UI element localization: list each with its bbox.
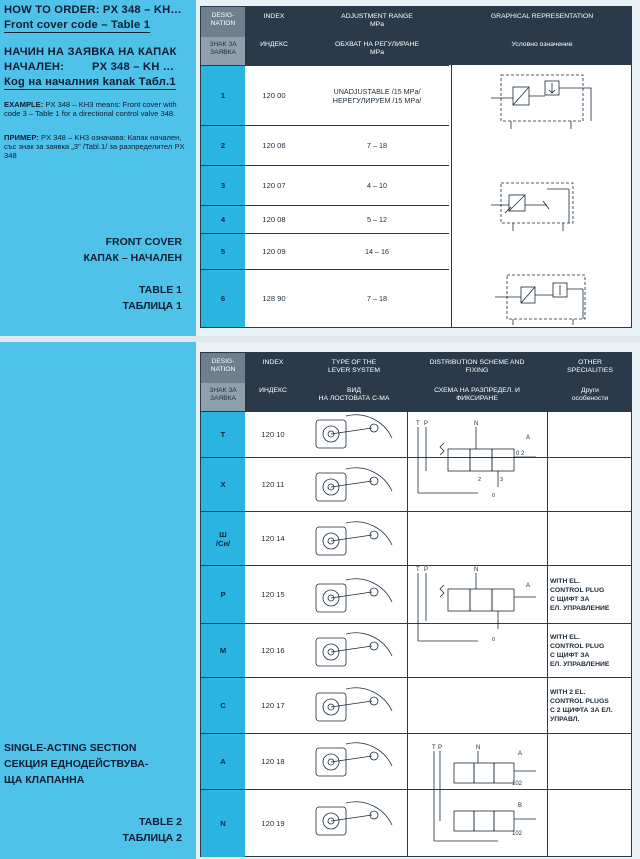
index-cell: 128 90 [262, 294, 286, 303]
front-cover-code-line: Front cover code – Table 1 [4, 19, 151, 31]
index-cell: 120 08 [262, 215, 286, 224]
table1-row [201, 269, 449, 327]
other-specialities-cell: WITH 2 EL. CONTROL PLUGS С 2 ЩИФТА ЗА ЕЛ. УПРАВЛ. [550, 688, 613, 723]
designation-cell: X [201, 458, 245, 511]
designation-cell: M [201, 624, 245, 677]
how-to-order-title: HOW TO ORDER: PX 348 – KH… [4, 4, 182, 16]
designation-cell: 3 [201, 166, 245, 205]
range-cell: 7 – 18 [367, 141, 387, 150]
header2-lever-bg: ВИД НА ЛОСТОВАТА С-МА [318, 387, 390, 402]
index-cell: 120 17 [261, 701, 285, 710]
scheme3-label-m102b: 102 [512, 831, 523, 837]
table2-scheme-column [408, 411, 546, 857]
table2-lever-column [302, 411, 406, 857]
table1-graph-column [451, 65, 633, 327]
lever-drawing [316, 522, 392, 555]
scheme-label-p2: 2 [478, 477, 482, 483]
table1-row [201, 125, 449, 165]
example-en [4, 100, 192, 118]
table2 [200, 352, 632, 857]
table1-header [201, 7, 631, 65]
scheme2-label-n: N [474, 567, 479, 573]
designation-cell: 4 [201, 206, 245, 233]
designation-cell: 1 [201, 66, 245, 125]
sidebar-order-info [0, 0, 196, 336]
section2-title-line1: SINGLE-ACTING SECTION [4, 742, 137, 754]
distribution-scheme-an [432, 745, 536, 841]
table1-row [201, 65, 449, 125]
section2-title [4, 740, 148, 788]
bg-order-label: НАЧАЛЕН: [4, 61, 65, 73]
sidebar-section2 [0, 342, 196, 859]
designation-cell: P [201, 566, 245, 623]
other-specialities-cell [547, 734, 633, 789]
scheme3-label-t: T [432, 745, 436, 751]
scheme2-label-p: P [424, 567, 429, 573]
table2-label [122, 814, 182, 846]
other-specialities-cell [547, 790, 633, 857]
scheme3-label-a: A [518, 751, 523, 757]
header2-desig-en: DESIG- NATION [210, 358, 236, 373]
scheme-label-p: P [424, 421, 429, 427]
table1-row [201, 233, 449, 269]
index-cell: 120 09 [262, 247, 286, 256]
scheme-label-o2: 0 2 [516, 451, 525, 457]
other-specialities-cell [547, 512, 633, 565]
designation-cell: T [201, 412, 245, 457]
relief-valve-symbol-pilot [495, 275, 585, 325]
bg-front-cover-code-line: Кog на началния kanak Табл.1 [4, 76, 176, 88]
section1-title [84, 234, 182, 266]
header-index-bg: ИНДЕКС [260, 41, 288, 48]
scheme-label-a: A [526, 435, 531, 441]
lever-drawing [316, 688, 392, 721]
index-cell: 120 10 [261, 430, 285, 439]
index-cell: 120 00 [262, 91, 286, 100]
other-specialities-cell [547, 458, 633, 511]
scheme3-label-m102: 102 [512, 781, 523, 787]
index-cell: 120 07 [262, 181, 286, 190]
header2-index-bg: ИНДЕКС [259, 387, 287, 394]
scheme2-label-zero: 0 [492, 637, 496, 643]
header-index-en: INDEX [263, 13, 285, 20]
table1 [200, 6, 632, 328]
designation-cell: 2 [201, 126, 245, 165]
table2-label-bg: ТАБЛИЦА 2 [122, 832, 182, 844]
table1-label-en: TABLE 1 [139, 284, 182, 296]
designation-cell: 6 [201, 270, 245, 327]
designation-cell: 5 [201, 234, 245, 269]
section2-title-line3: ЩА КЛАПАННА [4, 774, 85, 786]
distribution-scheme-pmc [416, 567, 536, 643]
table1-label-bg: ТАБЛИЦА 1 [122, 300, 182, 312]
index-cell: 120 19 [261, 819, 285, 828]
lever-drawing [316, 743, 392, 776]
scheme-label-t: T [416, 421, 420, 427]
header2-dist-bg: СХЕМА НА РАЗПРЕДЕЛ. И ФИКСИРАНЕ [434, 387, 520, 402]
table2-other-divider [547, 411, 548, 856]
section2-title-line2: СЕКЦИЯ ЕДНОДЕЙСТВУВА- [4, 758, 149, 770]
other-specialities-cell: WITH EL. CONTROL PLUG С ЩИФТ ЗА ЕЛ. УПРАВЛЕНИЕ [550, 633, 610, 668]
table2-header-designation [201, 353, 245, 411]
table1-row [201, 205, 449, 233]
header-graph-en: GRAPHICAL REPRESENTATION [490, 13, 594, 20]
scheme3-label-n: N [476, 745, 481, 751]
scheme3-label-p: P [438, 745, 443, 751]
example-bg-text: PX 348 – KH3 означава: Капак начален, със знак за заявка „3" /Tabl.1/ за разпределител PX 348 [4, 133, 185, 160]
distribution-scheme-tx [416, 421, 536, 499]
range-cell: 14 – 16 [365, 247, 389, 256]
header2-other-en: OTHER SPECIALITIES [567, 359, 613, 374]
example-bg [4, 133, 192, 160]
range-cell: UNADJUSTABLE /15 MPa/ НЕРЕГУЛИРУЕМ /15 MPa/ [332, 86, 422, 105]
range-cell: 7 – 18 [367, 294, 387, 303]
header-desig-en: DESIG- NATION [210, 12, 236, 27]
scheme-label-zero: 0 [492, 493, 496, 499]
lever-drawing [316, 802, 392, 835]
designation-cell: A [201, 734, 245, 789]
table1-label [122, 282, 182, 314]
header-graph-bg: Условно означение [511, 41, 573, 48]
lever-drawing [316, 468, 392, 501]
index-cell: 120 11 [261, 480, 285, 489]
range-cell: 4 – 10 [367, 181, 387, 190]
example-bg-label: ПРИМЕР: [4, 133, 39, 142]
relief-valve-symbol-fixed [491, 75, 591, 129]
section1-title-en: FRONT COVER [105, 236, 182, 248]
table2-header [201, 353, 631, 411]
header-range-bg: ОБХВАТ НА РЕГУЛИРАНЕ MPa [334, 41, 420, 56]
other-specialities-cell [547, 412, 633, 457]
table1-row [201, 165, 449, 205]
lever-drawing [316, 415, 392, 448]
index-cell: 120 16 [261, 646, 285, 655]
bg-order-title: НАЧИН НА ЗАЯВКА НА КАПАК [4, 46, 177, 58]
section1-title-bg: КАПАК – НАЧАЛЕН [83, 252, 182, 264]
lever-drawing [316, 633, 392, 666]
scheme2-label-t: T [416, 567, 420, 573]
header2-dist-en: DISTRIBUTION SCHEME AND FIXING [429, 359, 525, 374]
table1-header-designation [201, 7, 245, 65]
designation-cell: N [201, 790, 245, 857]
scheme2-label-a: A [526, 583, 531, 589]
example-label: EXAMPLE: [4, 100, 44, 109]
designation-cell: Ш /Cн/ [201, 512, 245, 565]
bg-order-code: PX 348 – KH … [92, 61, 175, 73]
range-cell: 5 – 12 [367, 215, 387, 224]
header2-index-en: INDEX [262, 359, 284, 366]
scheme3-label-b: B [518, 803, 523, 809]
relief-valve-symbol-adjustable [491, 183, 573, 231]
header-range-en: ADJUSTMENT RANGE MPa [341, 13, 413, 28]
index-cell: 120 15 [261, 590, 285, 599]
other-specialities-cell: WITH EL. CONTROL PLUG С ЩИФТ ЗА ЕЛ. УПРАВЛЕНИЕ [550, 577, 610, 612]
header2-desig-bg: ЗНАК ЗА ЗАЯВКА [201, 383, 245, 411]
scheme-label-p3: 3 [500, 477, 504, 483]
header-desig-bg: ЗНАК ЗА ЗАЯВКА [201, 37, 245, 65]
index-cell: 120 14 [261, 534, 285, 543]
table2-label-en: TABLE 2 [139, 816, 182, 828]
example-text: PX 348 – KH3 means: Front cover with code 3 – Table 1 for a directional control valve 348. [4, 100, 177, 118]
header2-lever-en: TYPE OF THE LEVER SYSTEM [327, 359, 381, 374]
header2-other-bg: Други особености [571, 387, 609, 402]
scheme-label-n: N [474, 421, 479, 427]
designation-cell: C [201, 678, 245, 733]
index-cell: 120 18 [261, 757, 285, 766]
lever-drawing [316, 579, 392, 612]
index-cell: 120 06 [262, 141, 286, 150]
